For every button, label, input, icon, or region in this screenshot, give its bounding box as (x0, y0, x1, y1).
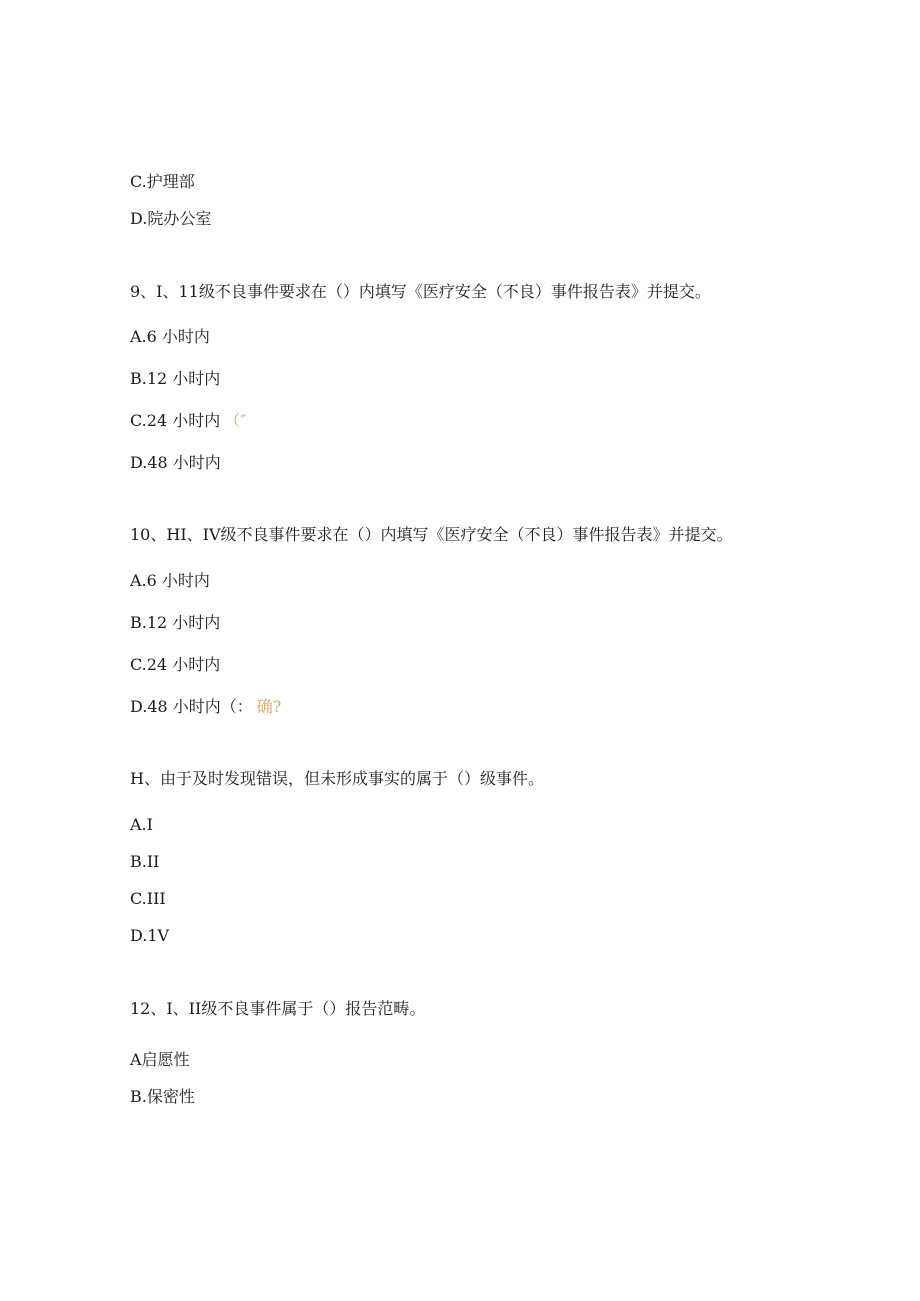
q8-option-d: D.院办公室 (130, 209, 212, 228)
q9-option-c-row (130, 410, 246, 432)
q9-option-b: B.12 小时内 (130, 369, 221, 388)
q10-option-a: A.6 小时内 (130, 571, 210, 590)
q10-handwritten-mark: 确? (256, 697, 282, 716)
q9-handwritten-mark: （″ (224, 411, 247, 430)
q11-option-b: B.II (130, 852, 160, 871)
q9-option-c: C.24 小时内 (130, 411, 221, 430)
q11-option-c: C.III (130, 889, 166, 908)
q9-option-d: D.48 小时内 (130, 453, 221, 472)
q11-question: H、由于及时发现错误，但未形成事实的属于（）级事件。 (130, 769, 544, 788)
q8-option-c: C.护理部 (130, 172, 195, 191)
q12-question: 12、I、II级不良事件属于（）报告范畴。 (130, 999, 426, 1018)
q11-option-a: A.I (130, 815, 153, 834)
q10-option-d-row (130, 696, 281, 718)
q10-option-b: B.12 小时内 (130, 613, 221, 632)
q12-option-b: B.保密性 (130, 1087, 195, 1106)
q12-option-a: A启愿性 (130, 1050, 190, 1069)
q10-option-c: C.24 小时内 (130, 655, 221, 674)
q10-option-d: D.48 小时内（： (130, 697, 253, 716)
q10-question: 10、HI、IV级不良事件要求在（）内填写《医疗安全（不良）事件报告表》并提交。 (130, 525, 733, 544)
q9-option-a: A.6 小时内 (130, 327, 210, 346)
q9-question: 9、I、11级不良事件要求在（）内填写《医疗安全（不良）事件报告表》并提交。 (130, 282, 711, 301)
q11-option-d: D.1V (130, 926, 170, 945)
